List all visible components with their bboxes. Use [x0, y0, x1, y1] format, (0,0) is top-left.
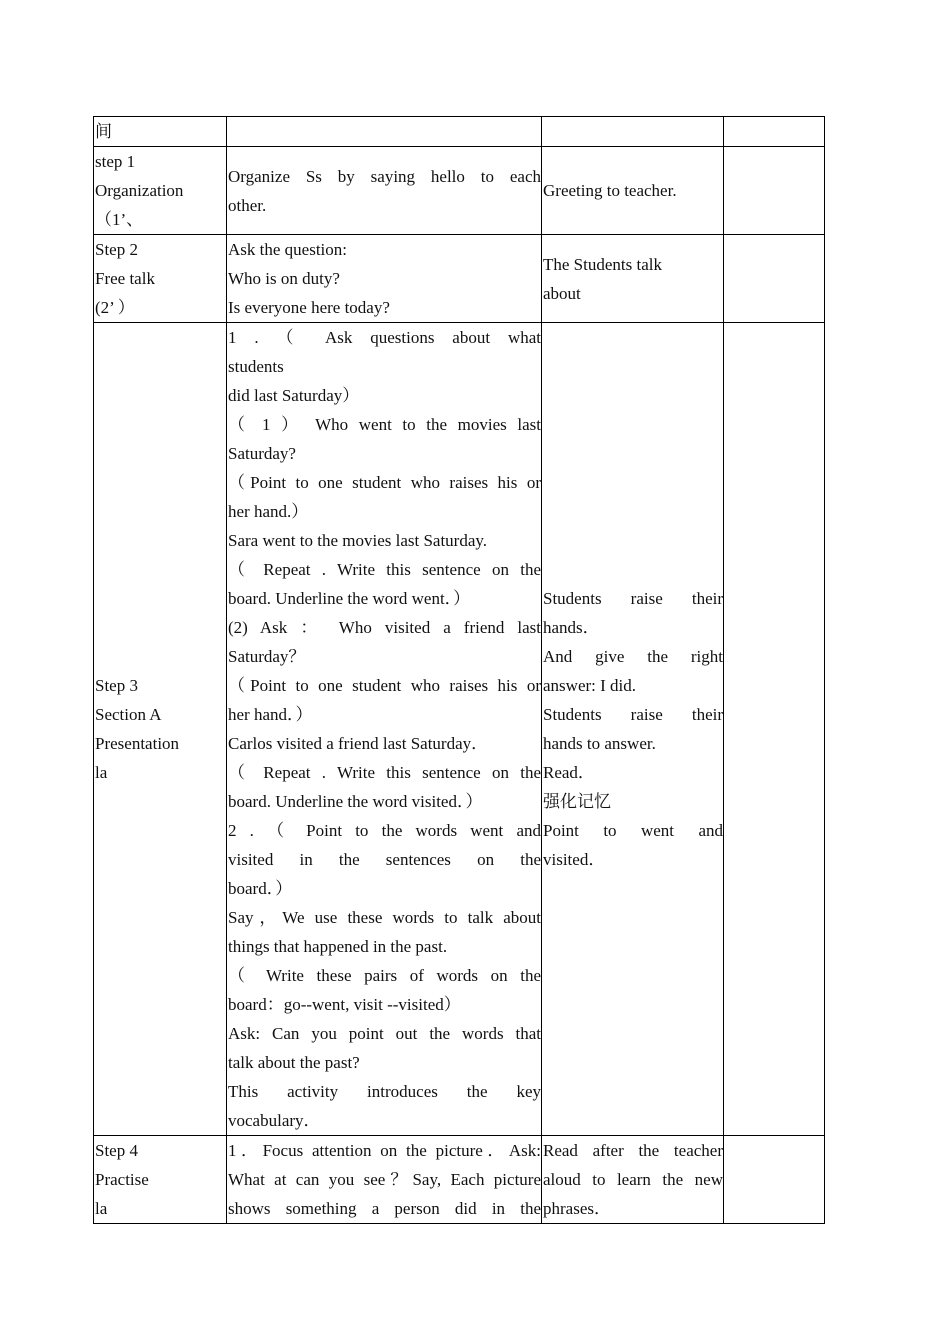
cell-text-line: 间 [95, 122, 112, 141]
cell-text-line: (2) Ask ： Who visited a friend last [228, 618, 541, 637]
cell-text-line: students [228, 357, 284, 376]
cell-text-line: （Point to one student who raises his or [228, 473, 541, 492]
cell-text-line: (2’ ） [95, 298, 135, 317]
cell-text-line: Say，We use these words to talk about [228, 908, 541, 927]
cell-text-line: phrases． [543, 1199, 611, 1218]
cell-text-line: Ask the question: [228, 240, 347, 259]
table-row [94, 147, 825, 235]
cell-text-line: Students raise their [543, 705, 723, 724]
cell-text-line: （ 1 ） Who went to the movies last [228, 415, 541, 434]
cell-text-line: Point to went and [543, 821, 723, 840]
cell-text-line: Saturday？ [228, 647, 306, 666]
cell-text-line: Free talk [95, 269, 155, 288]
student-activity-cell [542, 1136, 724, 1224]
cell-text-line: Who is on duty? [228, 269, 340, 288]
cell-text-line: Greeting to teacher. [543, 181, 677, 200]
step-cell [94, 235, 227, 323]
student-activity-cell [542, 235, 724, 323]
cell-text-line: Presentation [95, 734, 180, 753]
cell-text-line: Read． [543, 763, 595, 782]
table-row [94, 235, 825, 323]
step-cell [94, 323, 227, 1136]
cell-text-line: about [543, 283, 581, 303]
cell-text-line: Step 4 [95, 1141, 138, 1160]
cell-text-line: 强化记忆 [543, 792, 611, 811]
cell-text-line: aloud to learn the new [543, 1170, 723, 1189]
table-row [94, 117, 825, 147]
cell-text-line: 1 . （ Ask questions about what [228, 328, 541, 347]
cell-text-line: did last Saturday） [228, 386, 360, 405]
teacher-activity-cell [227, 235, 542, 323]
table-row [94, 1136, 825, 1224]
cell-text-line: （1’、 [95, 210, 144, 229]
notes-cell [724, 117, 825, 147]
notes-cell [724, 1136, 825, 1224]
lesson-plan-body [94, 117, 825, 1224]
student-activity-cell [542, 117, 724, 147]
cell-text-line: talk about the past? [228, 1053, 360, 1072]
student-activity-cell [542, 147, 724, 235]
cell-text-line: hands． [543, 618, 600, 637]
step-cell [94, 117, 227, 147]
cell-text-line: vocabulary． [228, 1111, 321, 1130]
cell-text-line: board：go--went, visit --visited） [228, 995, 461, 1014]
table-row [94, 323, 825, 1136]
cell-text-line: Saturday? [228, 444, 296, 463]
student-activity-cell [542, 323, 724, 1136]
cell-text-line: hands to answer. [543, 734, 656, 753]
teacher-activity-cell [227, 1136, 542, 1224]
cell-text-line: Read after the teacher [543, 1141, 723, 1160]
cell-text-line: board. Underline the word went．） [228, 589, 471, 608]
cell-text-line: Organization [95, 181, 184, 200]
teacher-activity-cell [227, 147, 542, 235]
cell-text-line: Practise [95, 1170, 149, 1189]
cell-text-line: The Students talk [543, 254, 662, 274]
cell-text-line: her hand．） [228, 705, 313, 724]
cell-text-line: other. [228, 195, 267, 215]
cell-text-line: board. Underline the word visited．） [228, 792, 483, 811]
cell-text-line: visited in the sentences on the [228, 850, 541, 869]
cell-text-line: shows something a person did in the [228, 1199, 541, 1218]
cell-text-line: （ Write these pairs of words on the [228, 966, 541, 985]
cell-text-line: （ Repeat . Write this sentence on the [228, 763, 541, 782]
cell-text-line: Ask: Can you point out the words that [228, 1024, 541, 1043]
notes-cell [724, 147, 825, 235]
cell-text-line: And give the right [543, 647, 723, 666]
teacher-activity-cell [227, 117, 542, 147]
cell-text-line: Students raise their [543, 589, 723, 608]
cell-text-line: （Point to one student who raises his or [228, 676, 541, 695]
cell-text-line: Sara went to the movies last Saturday. [228, 531, 488, 550]
cell-text-line: answer: I did. [543, 676, 637, 695]
step-cell [94, 1136, 227, 1224]
cell-text-line: Step 2 [95, 240, 138, 259]
cell-text-line: Organize Ss by saying hello to each [228, 166, 541, 186]
cell-text-line: Section A [95, 705, 162, 724]
cell-text-line: her hand.） [228, 502, 309, 521]
cell-text-line: 2 . （ Point to the words went and [228, 821, 541, 840]
cell-text-line: （ Repeat . Write this sentence on the [228, 560, 541, 579]
lesson-plan-table [93, 116, 825, 1224]
cell-text-line: Is everyone here today? [228, 298, 390, 317]
cell-text-line: This activity introduces the key [228, 1082, 541, 1101]
cell-text-line: visited． [543, 850, 606, 869]
cell-text-line: things that happened in the past. [228, 937, 448, 956]
cell-text-line: step 1 [95, 152, 136, 171]
cell-text-line: la [95, 763, 108, 782]
cell-text-line: Step 3 [95, 676, 138, 695]
cell-text-line: board．） [228, 879, 293, 898]
cell-text-line: 1．Focus attention on the picture．Ask: [228, 1141, 541, 1160]
cell-text-line: Carlos visited a friend last Saturday． [228, 734, 489, 753]
step-cell [94, 147, 227, 235]
teacher-activity-cell [227, 323, 542, 1136]
cell-text-line: What at can you see？Say, Each picture [228, 1170, 541, 1189]
cell-text-line: la [95, 1199, 108, 1218]
notes-cell [724, 235, 825, 323]
notes-cell [724, 323, 825, 1136]
